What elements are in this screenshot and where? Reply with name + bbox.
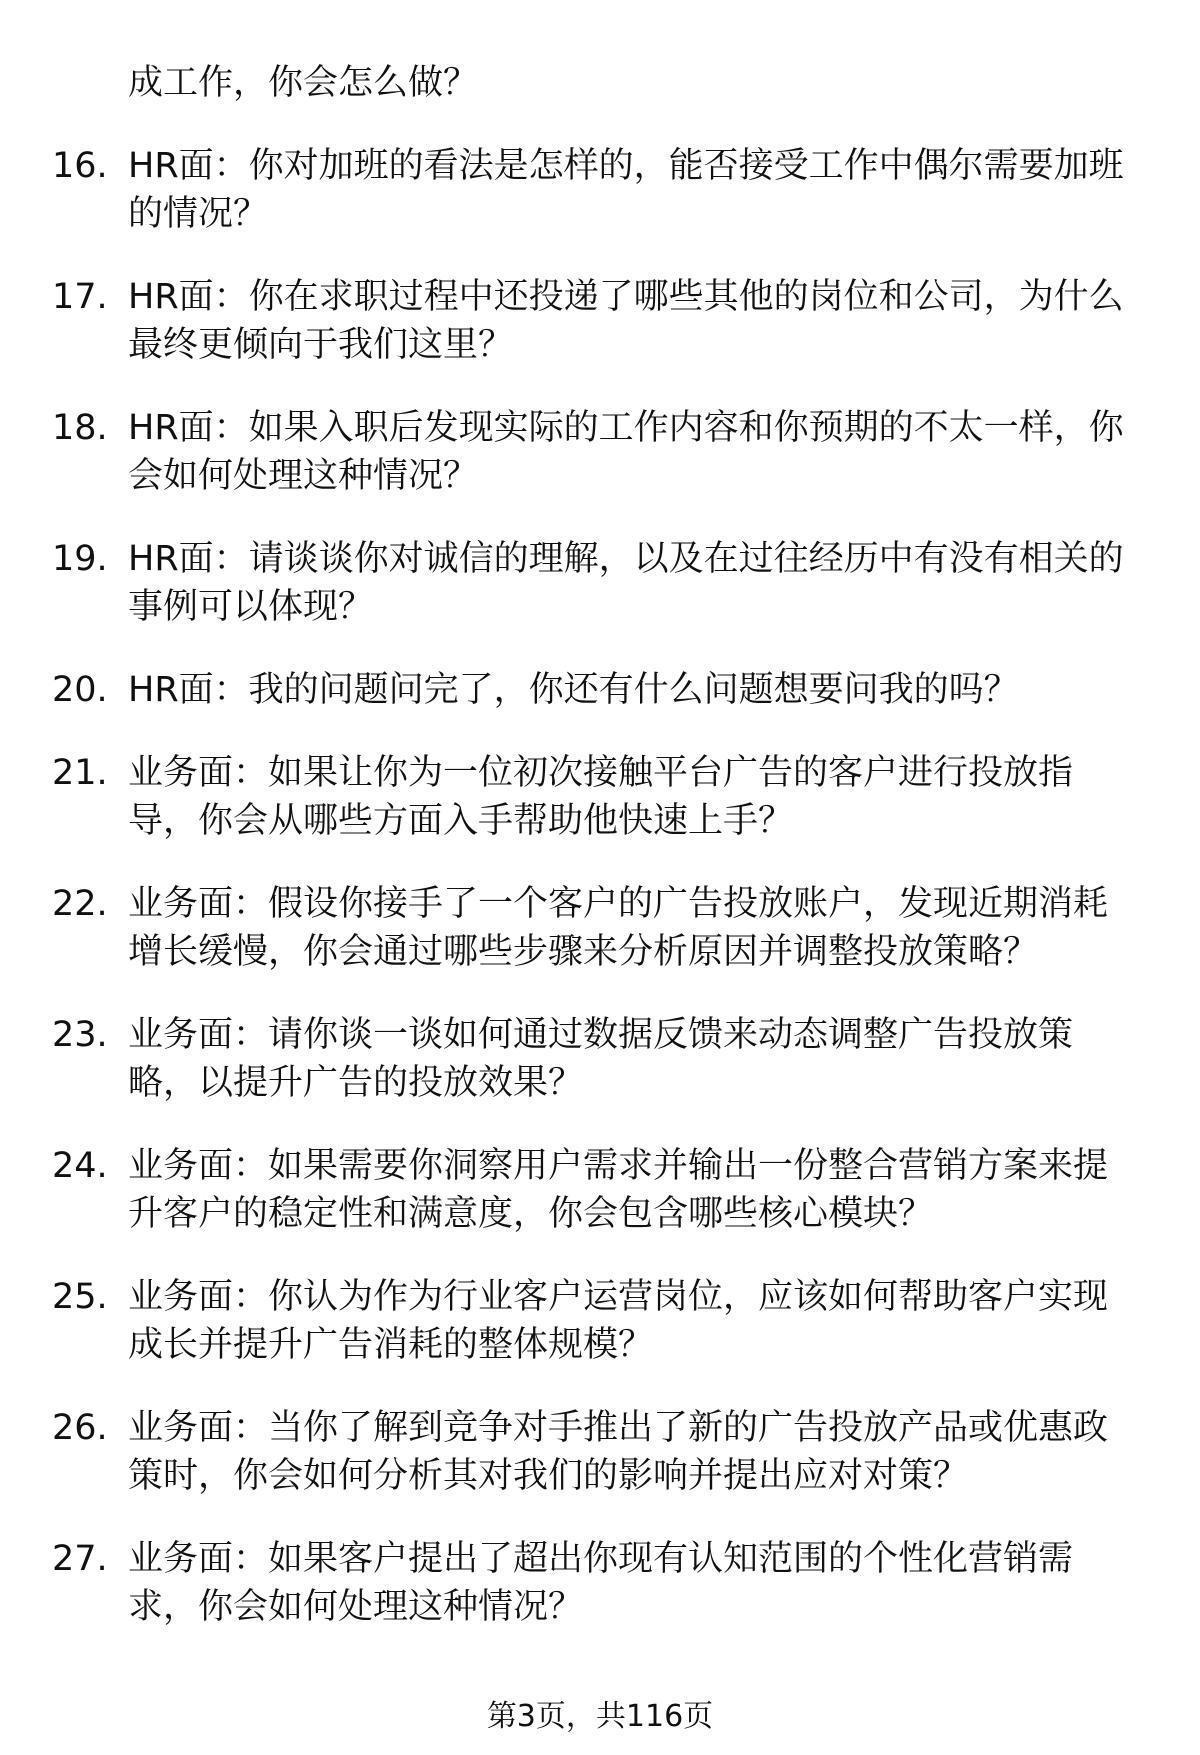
question-text-line: 业务面：请你谈一谈如何通过数据反馈来动态调整广告投放策 xyxy=(128,1015,1074,1055)
question-item xyxy=(0,880,1200,976)
question-text-line: 导，你会从哪些方面入手帮助他快速上手？ xyxy=(128,801,794,841)
question-item xyxy=(0,273,1200,369)
question-item xyxy=(0,404,1200,500)
question-text-line: 业务面：当你了解到竞争对手推出了新的广告投放产品或优惠政 xyxy=(128,1408,1109,1448)
page-number: 第3页，共116页 xyxy=(486,1699,714,1734)
question-text-line: HR面：如果入职后发现实际的工作内容和你预期的不太一样，你 xyxy=(128,408,1124,448)
question-text-line: 会如何处理这种情况？ xyxy=(128,456,479,496)
question-number: 17. xyxy=(52,277,108,317)
question-text-line: 业务面：假设你接手了一个客户的广告投放账户，发现近期消耗 xyxy=(128,884,1109,924)
question-number: 20. xyxy=(52,670,108,710)
question-text-line: HR面：请谈谈你对诚信的理解，以及在过往经历中有没有相关的 xyxy=(128,539,1124,579)
question-item xyxy=(0,142,1200,238)
question-text-line: 业务面：如果让你为一位初次接触平台广告的客户进行投放指 xyxy=(128,753,1074,793)
question-number: 18. xyxy=(52,408,108,448)
question-text-line: 最终更倾向于我们这里？ xyxy=(128,325,514,365)
question-text-line: HR面：你在求职过程中还投递了哪些其他的岗位和公司，为什么 xyxy=(128,277,1124,317)
question-text-line: 的情况？ xyxy=(128,194,269,234)
question-text-line: 业务面：如果客户提出了超出你现有认知范围的个性化营销需 xyxy=(128,1539,1074,1579)
question-item xyxy=(0,1535,1200,1631)
question-text-line: 略，以提升广告的投放效果？ xyxy=(128,1063,584,1103)
question-number: 19. xyxy=(52,539,108,579)
question-list xyxy=(0,59,1200,1666)
question-number: 22. xyxy=(52,884,108,924)
question-text-line: 策时，你会如何分析其对我们的影响并提出应对对策？ xyxy=(128,1456,969,1496)
question-text-line: 业务面：你认为作为行业客户运营岗位，应该如何帮助客户实现 xyxy=(128,1277,1109,1317)
question-text-line: 成工作，你会怎么做？ xyxy=(128,63,479,103)
question-text-line: HR面：我的问题问完了，你还有什么问题想要问我的吗？ xyxy=(128,670,1019,710)
question-item-continued xyxy=(0,59,1200,107)
question-text-line: 求，你会如何处理这种情况？ xyxy=(128,1587,584,1627)
question-item xyxy=(0,1142,1200,1238)
question-text-line: 事例可以体现？ xyxy=(128,587,374,627)
question-text-line: 业务面：如果需要你洞察用户需求并输出一份整合营销方案来提 xyxy=(128,1146,1109,1186)
question-text-line: 增长缓慢，你会通过哪些步骤来分析原因并调整投放策略？ xyxy=(128,932,1039,972)
question-text-line: HR面：你对加班的看法是怎样的，能否接受工作中偶尔需要加班 xyxy=(128,146,1124,186)
question-number: 16. xyxy=(52,146,108,186)
question-number: 25. xyxy=(52,1277,108,1317)
question-item xyxy=(0,535,1200,631)
question-number: 21. xyxy=(52,753,108,793)
question-item xyxy=(0,1404,1200,1500)
question-number: 27. xyxy=(52,1539,108,1579)
question-number: 26. xyxy=(52,1408,108,1448)
question-number: 24. xyxy=(52,1146,108,1186)
question-number: 23. xyxy=(52,1015,108,1055)
question-text-line: 升客户的稳定性和满意度，你会包含哪些核心模块？ xyxy=(128,1194,934,1234)
question-item xyxy=(0,1011,1200,1107)
question-item xyxy=(0,666,1200,714)
question-item xyxy=(0,1273,1200,1369)
question-text-line: 成长并提升广告消耗的整体规模？ xyxy=(128,1325,654,1365)
question-item xyxy=(0,749,1200,845)
